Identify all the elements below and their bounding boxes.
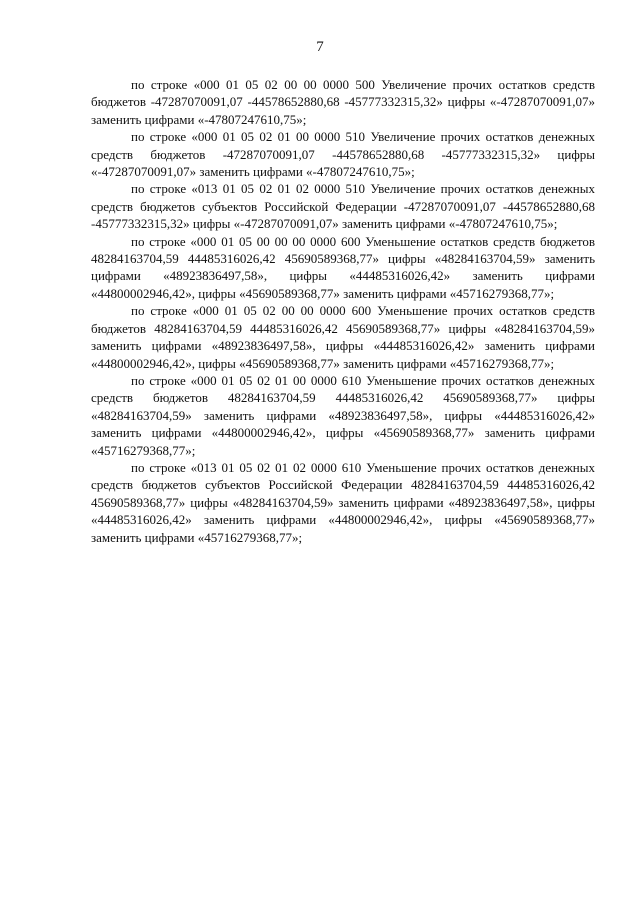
page-number: 7 xyxy=(316,39,324,55)
amendment-paragraph-5: по строке «000 01 05 02 00 00 0000 600 Уменьшение прочих остатков средств бюджетов 48284163704,59 44485316026,42 45690589368,77» цифры «48284163704,59» заменить цифрами «48923836497,58», цифры «44485316026,42» заменить цифрами «44800002946,42», цифры «45690589368,77» заменить цифрами «45716279368,77»; xyxy=(91,303,595,371)
document-body xyxy=(91,76,595,546)
amendment-paragraph-2: по строке «000 01 05 02 01 00 0000 510 Увеличение прочих остатков денежных средств бюджетов -47287070091,07 -44578652880,68 -45777332315,32» цифры «-47287070091,07» заменить цифрами «-47807247610,75»; xyxy=(91,129,595,180)
amendment-paragraph-1: по строке «000 01 05 02 00 00 0000 500 Увеличение прочих остатков средств бюджетов -47287070091,07 -44578652880,68 -45777332315,32» цифры «-47287070091,07» заменить цифрами «-47807247610,75»; xyxy=(91,77,595,127)
amendment-paragraph-7: по строке «013 01 05 02 01 02 0000 610 Уменьшение прочих остатков денежных средств бюджетов субъектов Российской Федерации 48284163704,59 44485316026,42 45690589368,77» цифры «48284163704,59» заменить цифрами «48923836497,58», цифры «44485316026,42» заменить цифрами «44800002946,42», цифры «45690589368,77» заменить цифрами «45716279368,77»; xyxy=(91,459,595,545)
amendment-paragraph-3: по строке «013 01 05 02 01 02 0000 510 Увеличение прочих остатков денежных средств бюджетов субъектов Российской Федерации -47287070091,07 -44578652880,68 -45777332315,32» цифры «-47287070091,07» заменить цифрами «-47807247610,75»; xyxy=(91,181,595,232)
amendment-paragraph-6: по строке «000 01 05 02 01 00 0000 610 Уменьшение прочих остатков денежных средств бюджетов 48284163704,59 44485316026,42 45690589368,77» цифры «48284163704,59» заменить цифрами «48923836497,58», цифры «44485316026,42» заменить цифрами «44800002946,42», цифры «45690589368,77» заменить цифрами «45716279368,77»; xyxy=(91,372,595,458)
amendment-paragraph-4: по строке «000 01 05 00 00 00 0000 600 Уменьшение остатков средств бюджетов 48284163704,59 44485316026,42 45690589368,77» цифры «48284163704,59» заменить цифрами «48923836497,58», цифры «44485316026,42» заменить цифрами «44800002946,42», цифры «45690589368,77» заменить цифрами «45716279368,77»; xyxy=(91,233,595,301)
